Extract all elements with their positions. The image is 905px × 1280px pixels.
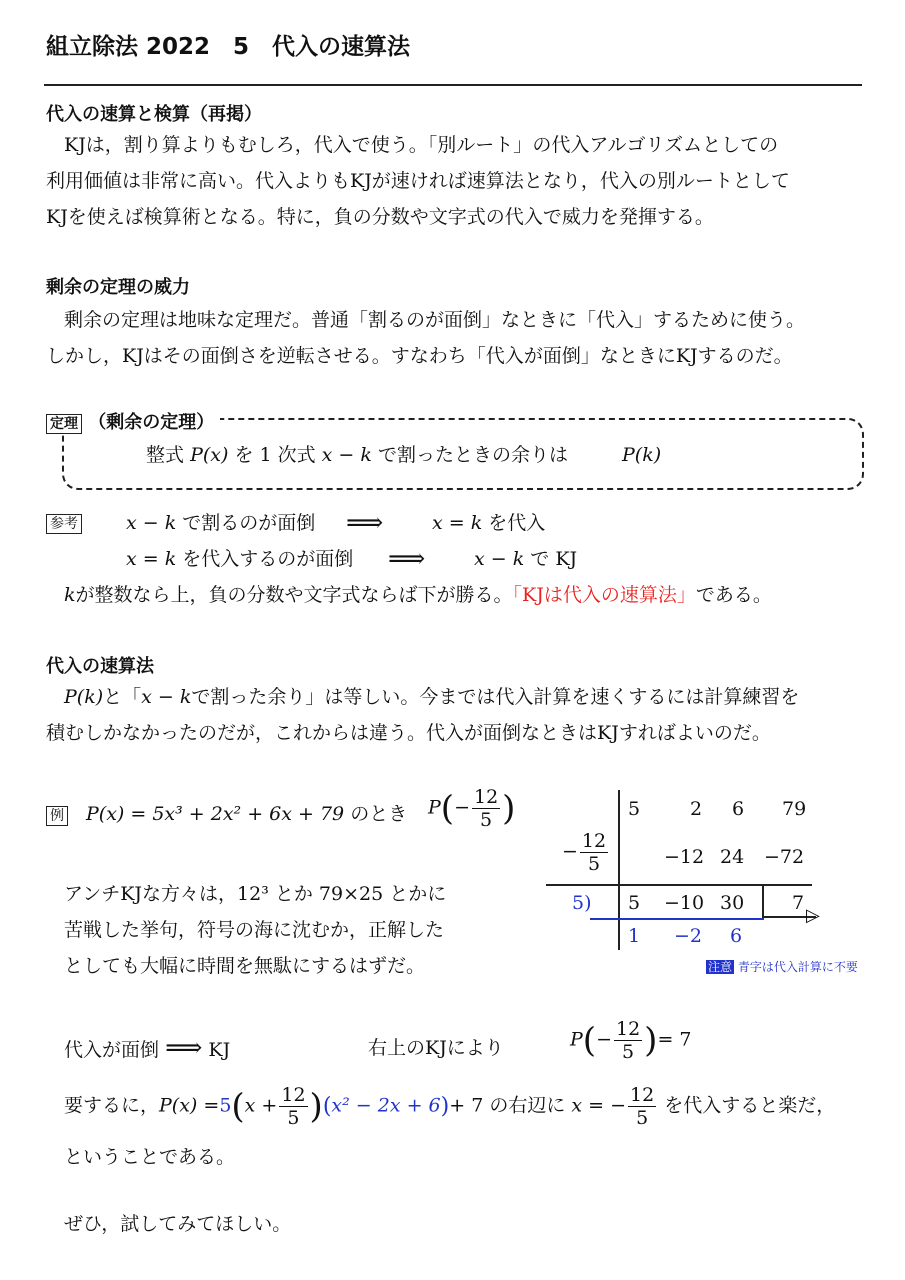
math-expr: P(x) = 5x³ + 2x² + 6x + 79 bbox=[86, 803, 345, 825]
blue-quotient-cell: 6 bbox=[730, 925, 743, 947]
summary-text: を代入すると楽だ， bbox=[664, 1094, 836, 1117]
example-target bbox=[428, 786, 515, 831]
table-cell: −12 bbox=[664, 846, 705, 868]
table-cell: 6 bbox=[732, 798, 745, 820]
paragraph-text: と「 bbox=[103, 686, 142, 708]
summary-text: 要するに， bbox=[64, 1094, 160, 1117]
theorem-result: P(k) bbox=[622, 444, 662, 466]
math-expr: x = − bbox=[571, 1094, 627, 1117]
example-tag: 例 bbox=[46, 806, 68, 826]
theorem-label bbox=[46, 408, 220, 434]
fraction: $\frac{12}{5}$ bbox=[473, 786, 499, 831]
theorem-statement bbox=[146, 437, 568, 473]
fraction: $\frac{12}{5}$ bbox=[281, 1084, 306, 1129]
theorem-text: を 1 次式 bbox=[234, 444, 316, 466]
implies-arrow-icon: ⟹ bbox=[346, 508, 384, 538]
fraction: $\frac{12}{5}$ bbox=[581, 830, 607, 875]
example-polynomial bbox=[86, 796, 407, 832]
paren-open: ( bbox=[322, 1094, 332, 1119]
table-cell: 79 bbox=[782, 798, 807, 820]
reference-text: が整数なら上，負の分数や文字式ならば下が勝る。 bbox=[75, 584, 513, 606]
theorem-title: （剰余の定理） bbox=[88, 412, 215, 433]
implies-arrow-icon: ⟹ bbox=[388, 544, 426, 574]
math-expr: P(x) = bbox=[159, 1094, 220, 1117]
math-expr: x + bbox=[244, 1094, 278, 1117]
table-cell: 30 bbox=[720, 892, 745, 914]
summary-text: の右辺に bbox=[489, 1094, 566, 1117]
theorem-tag: 定理 bbox=[46, 414, 82, 434]
reference-text: である。 bbox=[695, 584, 772, 606]
example-paragraph-line: アンチKJな方々は，12³ とか 79×25 とかに bbox=[64, 883, 447, 905]
note-text: 青字は代入計算に不要 bbox=[737, 960, 858, 974]
section-heading-speed-check: 代入の速算と検算（再掲） bbox=[46, 104, 262, 125]
math-sign: − bbox=[562, 840, 578, 863]
paragraph-line: 積むしかなかったのだが，これからは違う。代入が面倒なときはKJすればよいのだ。 bbox=[46, 722, 771, 744]
fraction: $\frac{12}{5}$ bbox=[615, 1018, 641, 1063]
theorem-px: P(x) bbox=[190, 444, 229, 466]
paren-close: ) bbox=[309, 1086, 323, 1127]
result-expression bbox=[570, 1018, 692, 1063]
math-expr: P(k) bbox=[64, 686, 104, 708]
reference-conclusion bbox=[64, 577, 772, 613]
title-divider bbox=[44, 84, 862, 86]
example-text: のとき bbox=[350, 803, 408, 825]
reference-row-1-right bbox=[432, 505, 545, 541]
remainder-cell: 7 bbox=[792, 892, 805, 914]
math-expr: x − k bbox=[474, 548, 525, 570]
paren-open: ( bbox=[440, 788, 455, 829]
blue-quotient-cell: 1 bbox=[628, 925, 641, 947]
highlight-text: 「KJは代入の速算法」 bbox=[512, 584, 696, 606]
reference-row-2-right bbox=[474, 541, 577, 577]
math-expr: = 7 bbox=[657, 1028, 692, 1051]
math-expr: P bbox=[570, 1028, 583, 1051]
math-expr: k bbox=[64, 584, 76, 606]
note-tag: 注意 bbox=[708, 960, 733, 974]
theorem-text: 整式 bbox=[146, 444, 185, 466]
summary-line-2: ということである。 bbox=[64, 1146, 236, 1168]
result-mid: 右上のKJにより bbox=[368, 1037, 504, 1059]
table-cell: 24 bbox=[720, 846, 745, 868]
table-cell: 2 bbox=[690, 798, 703, 820]
divisor-value bbox=[562, 830, 610, 875]
fraction: $\frac{12}{5}$ bbox=[630, 1084, 655, 1129]
section-heading-remainder-power: 剰余の定理の威力 bbox=[46, 277, 190, 298]
math-sign: − bbox=[596, 1028, 612, 1051]
paren-close: ) bbox=[502, 788, 516, 829]
paren-open: ( bbox=[231, 1086, 245, 1127]
example-paragraph-line: としても大幅に時間を無駄にするはずだ。 bbox=[64, 955, 426, 977]
table-vertical-line bbox=[618, 790, 620, 950]
paren-close: ) bbox=[440, 1094, 450, 1119]
arrow-right-icon: ▷ bbox=[806, 905, 820, 926]
reference-tag-wrap bbox=[46, 513, 82, 534]
paragraph-line: しかし，KJはその面倒さを逆転させる。すなわち「代入が面倒」なときにKJするのだ。 bbox=[46, 345, 793, 367]
result-text: 代入が面倒 bbox=[64, 1039, 160, 1061]
paragraph-line bbox=[64, 679, 799, 715]
math-sign: − bbox=[454, 796, 470, 819]
reference-tag: 参考 bbox=[46, 514, 82, 534]
blue-quotient: x² − 2x + 6 bbox=[331, 1094, 441, 1117]
table-horizontal-line bbox=[546, 884, 812, 886]
result-text: KJ bbox=[208, 1039, 231, 1061]
blue-quotient-cell: −2 bbox=[674, 925, 703, 947]
example-tag-wrap bbox=[46, 805, 68, 826]
summary-line bbox=[64, 1084, 835, 1129]
section-heading-fast-substitution: 代入の速算法 bbox=[46, 656, 154, 677]
reference-row-1-left bbox=[126, 505, 315, 541]
implies-arrow-icon: ⟹ bbox=[165, 1033, 203, 1063]
theorem-text: で割ったときの余りは bbox=[377, 444, 568, 466]
example-paragraph-line: 苦戦した挙句，符号の海に沈むか，正解した bbox=[64, 919, 445, 941]
blue-divisor: 5) bbox=[572, 892, 592, 914]
math-expr: x = k bbox=[432, 512, 483, 534]
math-expr: P bbox=[428, 796, 441, 819]
paren-close: ) bbox=[644, 1020, 658, 1061]
table-cell: −10 bbox=[664, 892, 705, 914]
page-title: 組立除法 2022 5 代入の速算法 bbox=[46, 34, 411, 60]
math-expr: x − k bbox=[141, 686, 192, 708]
reference-text: で KJ bbox=[530, 548, 578, 570]
blue-coefficient: 5 bbox=[219, 1094, 232, 1117]
table-note bbox=[706, 958, 858, 975]
paragraph-line: 剰余の定理は地味な定理だ。普通「割るのが面倒」なときに「代入」するために使う。 bbox=[64, 309, 806, 331]
paren-open: ( bbox=[582, 1020, 597, 1061]
math-expr: x = k bbox=[126, 548, 177, 570]
table-cell: 5 bbox=[628, 892, 641, 914]
reference-text: を代入するのが面倒 bbox=[182, 548, 354, 570]
table-cell: 5 bbox=[628, 798, 641, 820]
paragraph-text: で割った余り」は等しい。今までは代入計算を速くするには計算練習を bbox=[191, 686, 800, 708]
reference-text: で割るのが面倒 bbox=[182, 512, 316, 534]
paragraph-line: KJを使えば検算術となる。特に，負の分数や文字式の代入で威力を発揮する。 bbox=[46, 206, 714, 228]
math-expr: x − k bbox=[126, 512, 177, 534]
paragraph-line: 利用価値は非常に高い。代入よりもKJが速ければ速算法となり，代入の別ルートとして bbox=[46, 170, 790, 192]
closing-line: ぜひ，試してみてほしい。 bbox=[64, 1213, 292, 1235]
reference-row-2-left bbox=[126, 541, 353, 577]
reference-text: を代入 bbox=[488, 512, 546, 534]
math-expr: + 7 bbox=[449, 1094, 484, 1117]
table-cell: −72 bbox=[764, 846, 805, 868]
paragraph-line: KJは，割り算よりもむしろ，代入で使う。「別ルート」の代入アルゴリズムとしての bbox=[64, 134, 779, 156]
remainder-box-left bbox=[762, 884, 764, 918]
theorem-xk: x − k bbox=[321, 444, 372, 466]
result-left bbox=[64, 1030, 230, 1068]
blue-underline bbox=[590, 918, 764, 920]
